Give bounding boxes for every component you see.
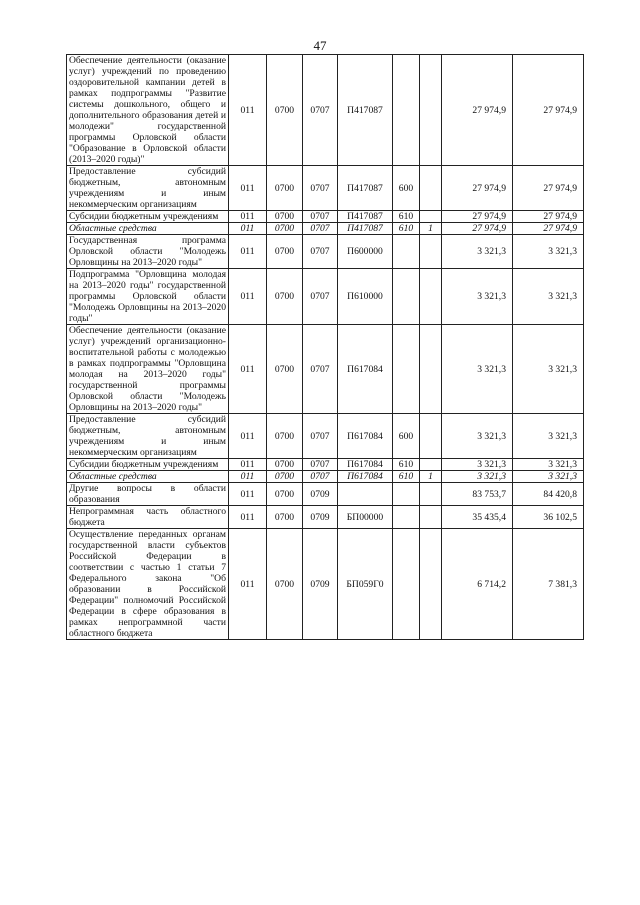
amount-year-1-cell: 6 714,2 [442,529,513,640]
budget-table [66,54,584,640]
table-row [67,414,584,459]
row-name-cell: Другие вопросы в области образования [67,483,229,506]
admin-code-cell: 011 [229,235,267,269]
table-row [67,529,584,640]
subsection-code-cell: 0707 [303,235,338,269]
table-row [67,269,584,325]
expense-type-cell [393,483,420,506]
funding-source-cell [420,55,442,166]
amount-year-2-cell: 27 974,9 [513,166,584,211]
amount-year-1-cell: 3 321,3 [442,459,513,471]
subsection-code-cell: 0707 [303,223,338,235]
section-code-cell: 0700 [267,506,303,529]
amount-year-1-cell: 27 974,9 [442,55,513,166]
admin-code-cell: 011 [229,471,267,483]
funding-source-cell: 1 [420,471,442,483]
expense-type-cell [393,269,420,325]
section-code-cell: 0700 [267,211,303,223]
target-article-cell [338,483,393,506]
expense-type-cell [393,325,420,414]
row-name-cell: Областные средства [67,471,229,483]
funding-source-cell [420,414,442,459]
amount-year-2-cell: 3 321,3 [513,471,584,483]
section-code-cell: 0700 [267,529,303,640]
expense-type-cell: 610 [393,459,420,471]
table-row [67,55,584,166]
amount-year-2-cell: 27 974,9 [513,211,584,223]
amount-year-2-cell: 7 381,3 [513,529,584,640]
page-number: 47 [313,38,327,53]
target-article-cell: П617084 [338,471,393,483]
amount-year-2-cell: 3 321,3 [513,414,584,459]
subsection-code-cell: 0707 [303,55,338,166]
admin-code-cell: 011 [229,529,267,640]
row-name-cell: Предоставление субсидий бюджетным, автономным учреждениям и иным некоммерческим организациям [67,414,229,459]
subsection-code-cell: 0707 [303,166,338,211]
expense-type-cell [393,235,420,269]
subsection-code-cell: 0709 [303,529,338,640]
section-code-cell: 0700 [267,235,303,269]
funding-source-cell [420,459,442,471]
subsection-code-cell: 0707 [303,325,338,414]
row-name-cell: Подпрограмма "Орловщина молодая на 2013–2020 годы" государственной программы Орловской области "Молодежь Орловщины на 2013–2020 годы" [67,269,229,325]
target-article-cell: П617084 [338,414,393,459]
target-article-cell: БП059Г0 [338,529,393,640]
funding-source-cell [420,211,442,223]
table-row [67,211,584,223]
admin-code-cell: 011 [229,269,267,325]
target-article-cell: П617084 [338,325,393,414]
subsection-code-cell: 0707 [303,269,338,325]
subsection-code-cell: 0707 [303,459,338,471]
amount-year-2-cell: 27 974,9 [513,55,584,166]
section-code-cell: 0700 [267,325,303,414]
section-code-cell: 0700 [267,483,303,506]
amount-year-1-cell: 35 435,4 [442,506,513,529]
table-row [67,235,584,269]
expense-type-cell: 610 [393,223,420,235]
amount-year-2-cell: 27 974,9 [513,223,584,235]
amount-year-2-cell: 3 321,3 [513,235,584,269]
row-name-cell: Обеспечение деятельности (оказание услуг) учреждений по проведению оздоровительной кампании детей в рамках подпрограммы "Развитие системы дошкольного, общего и дополнительного образования детей и молодежи" государственной программы Орловской области "Образование в Орловской области (2013–2020 годы)" [67,55,229,166]
expense-type-cell [393,55,420,166]
section-code-cell: 0700 [267,55,303,166]
section-code-cell: 0700 [267,471,303,483]
target-article-cell: П617084 [338,459,393,471]
admin-code-cell: 011 [229,223,267,235]
table-row [67,459,584,471]
target-article-cell: П610000 [338,269,393,325]
table-body [67,55,584,640]
expense-type-cell: 600 [393,166,420,211]
target-article-cell: П417087 [338,55,393,166]
expense-type-cell: 610 [393,211,420,223]
amount-year-1-cell: 27 974,9 [442,223,513,235]
table-row [67,325,584,414]
table-row [67,166,584,211]
table-row [67,471,584,483]
section-code-cell: 0700 [267,459,303,471]
row-name-cell: Субсидии бюджетным учреждениям [67,459,229,471]
expense-type-cell [393,506,420,529]
funding-source-cell [420,506,442,529]
funding-source-cell: 1 [420,223,442,235]
admin-code-cell: 011 [229,459,267,471]
subsection-code-cell: 0709 [303,483,338,506]
expense-type-cell: 600 [393,414,420,459]
subsection-code-cell: 0707 [303,471,338,483]
target-article-cell: БП00000 [338,506,393,529]
amount-year-1-cell: 27 974,9 [442,211,513,223]
amount-year-2-cell: 3 321,3 [513,269,584,325]
admin-code-cell: 011 [229,55,267,166]
amount-year-2-cell: 36 102,5 [513,506,584,529]
admin-code-cell: 011 [229,483,267,506]
subsection-code-cell: 0707 [303,211,338,223]
section-code-cell: 0700 [267,166,303,211]
funding-source-cell [420,529,442,640]
amount-year-1-cell: 3 321,3 [442,325,513,414]
row-name-cell: Непрограммная часть областного бюджета [67,506,229,529]
target-article-cell: П600000 [338,235,393,269]
subsection-code-cell: 0709 [303,506,338,529]
funding-source-cell [420,325,442,414]
funding-source-cell [420,269,442,325]
funding-source-cell [420,166,442,211]
funding-source-cell [420,235,442,269]
amount-year-1-cell: 3 321,3 [442,235,513,269]
expense-type-cell [393,529,420,640]
section-code-cell: 0700 [267,269,303,325]
admin-code-cell: 011 [229,506,267,529]
funding-source-cell [420,483,442,506]
amount-year-2-cell: 84 420,8 [513,483,584,506]
row-name-cell: Субсидии бюджетным учреждениям [67,211,229,223]
amount-year-1-cell: 3 321,3 [442,269,513,325]
row-name-cell: Государственная программа Орловской области "Молодежь Орловщины на 2013–2020 годы" [67,235,229,269]
admin-code-cell: 011 [229,166,267,211]
table-row [67,223,584,235]
table-row [67,506,584,529]
amount-year-1-cell: 3 321,3 [442,471,513,483]
section-code-cell: 0700 [267,223,303,235]
target-article-cell: П417087 [338,223,393,235]
admin-code-cell: 011 [229,325,267,414]
row-name-cell: Обеспечение деятельности (оказание услуг) учреждений организационно-воспитательной работы с молодежью в рамках подпрограммы "Орловщина молодая на 2013–2020 годы" государственной программы Орловской области "Молодежь Орловщины на 2013–2020 годы" [67,325,229,414]
amount-year-2-cell: 3 321,3 [513,459,584,471]
expense-type-cell: 610 [393,471,420,483]
table-row [67,483,584,506]
subsection-code-cell: 0707 [303,414,338,459]
amount-year-1-cell: 27 974,9 [442,166,513,211]
row-name-cell: Областные средства [67,223,229,235]
amount-year-1-cell: 3 321,3 [442,414,513,459]
amount-year-1-cell: 83 753,7 [442,483,513,506]
target-article-cell: П417087 [338,166,393,211]
admin-code-cell: 011 [229,211,267,223]
row-name-cell: Предоставление субсидий бюджетным, автономным учреждениям и иным некоммерческим организациям [67,166,229,211]
row-name-cell: Осуществление переданных органам государственной власти субъектов Российской Федерации в соответствии с частью 1 статьи 7 Федерального закона "Об образовании в Российской Федерации" полномочий Российской Федерации в сфере образования в рамках непрограммной части областного бюджета [67,529,229,640]
section-code-cell: 0700 [267,414,303,459]
amount-year-2-cell: 3 321,3 [513,325,584,414]
target-article-cell: П417087 [338,211,393,223]
admin-code-cell: 011 [229,414,267,459]
